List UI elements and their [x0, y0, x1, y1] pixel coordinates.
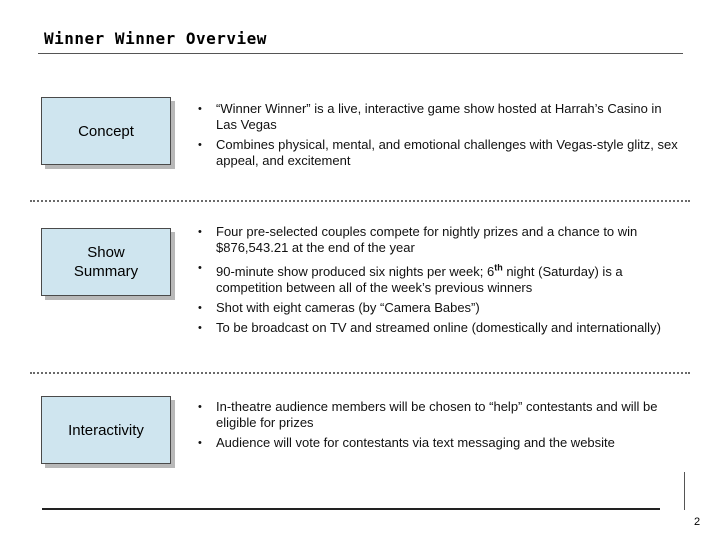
show-summary-box	[41, 228, 171, 296]
footer-vertical-rule	[684, 472, 685, 510]
concept-bullets	[198, 101, 678, 173]
bullet-glyph: •	[198, 262, 202, 274]
show-summary-bullets	[198, 224, 678, 340]
page-number: 2	[694, 516, 701, 528]
bullet-item: • Shot with eight cameras (by “Camera Babes”)	[198, 300, 480, 316]
bullet-glyph: •	[198, 226, 202, 238]
bullet-glyph: •	[198, 139, 202, 151]
interactivity-label: Interactivity	[68, 421, 144, 439]
bullet-glyph: •	[198, 401, 202, 413]
title-underline	[38, 53, 683, 54]
concept-label: Concept	[78, 122, 134, 140]
bullet-glyph: •	[198, 437, 202, 449]
show-summary-label: Show Summary	[73, 244, 139, 280]
interactivity-box	[41, 396, 171, 464]
bullet-item: • “Winner Winner” is a live, interactive game show hosted at Harrah’s Casino in Las Vegas	[198, 101, 662, 132]
slide-title: Winner Winner Overview	[44, 29, 267, 48]
footer-rule	[42, 508, 660, 510]
bullet-item: • 90-minute show produced six nights per week; 6th night (Saturday) is a competition between all of the week’s previous winners	[198, 262, 623, 296]
bullet-item: • Audience will vote for contestants via text messaging and the website	[198, 435, 615, 450]
bullet-item: • To be broadcast on TV and streamed online (domestically and internationally)	[198, 320, 661, 336]
bullet-glyph: •	[198, 103, 202, 115]
bullet-glyph: •	[198, 302, 202, 315]
section-divider	[30, 372, 690, 374]
interactivity-bullets	[198, 399, 678, 455]
bullet-item: • In-theatre audience members will be chosen to “help” contestants and will be eligible for prizes	[198, 399, 658, 430]
bullet-glyph: •	[198, 322, 202, 335]
bullet-item: • Combines physical, mental, and emotional challenges with Vegas-style glitz, sex appeal, and excitement	[198, 137, 678, 168]
concept-box	[41, 97, 171, 165]
section-divider	[30, 200, 690, 202]
bullet-item: • Four pre-selected couples compete for nightly prizes and a chance to win $876,543.21 at the end of the year	[198, 224, 638, 255]
